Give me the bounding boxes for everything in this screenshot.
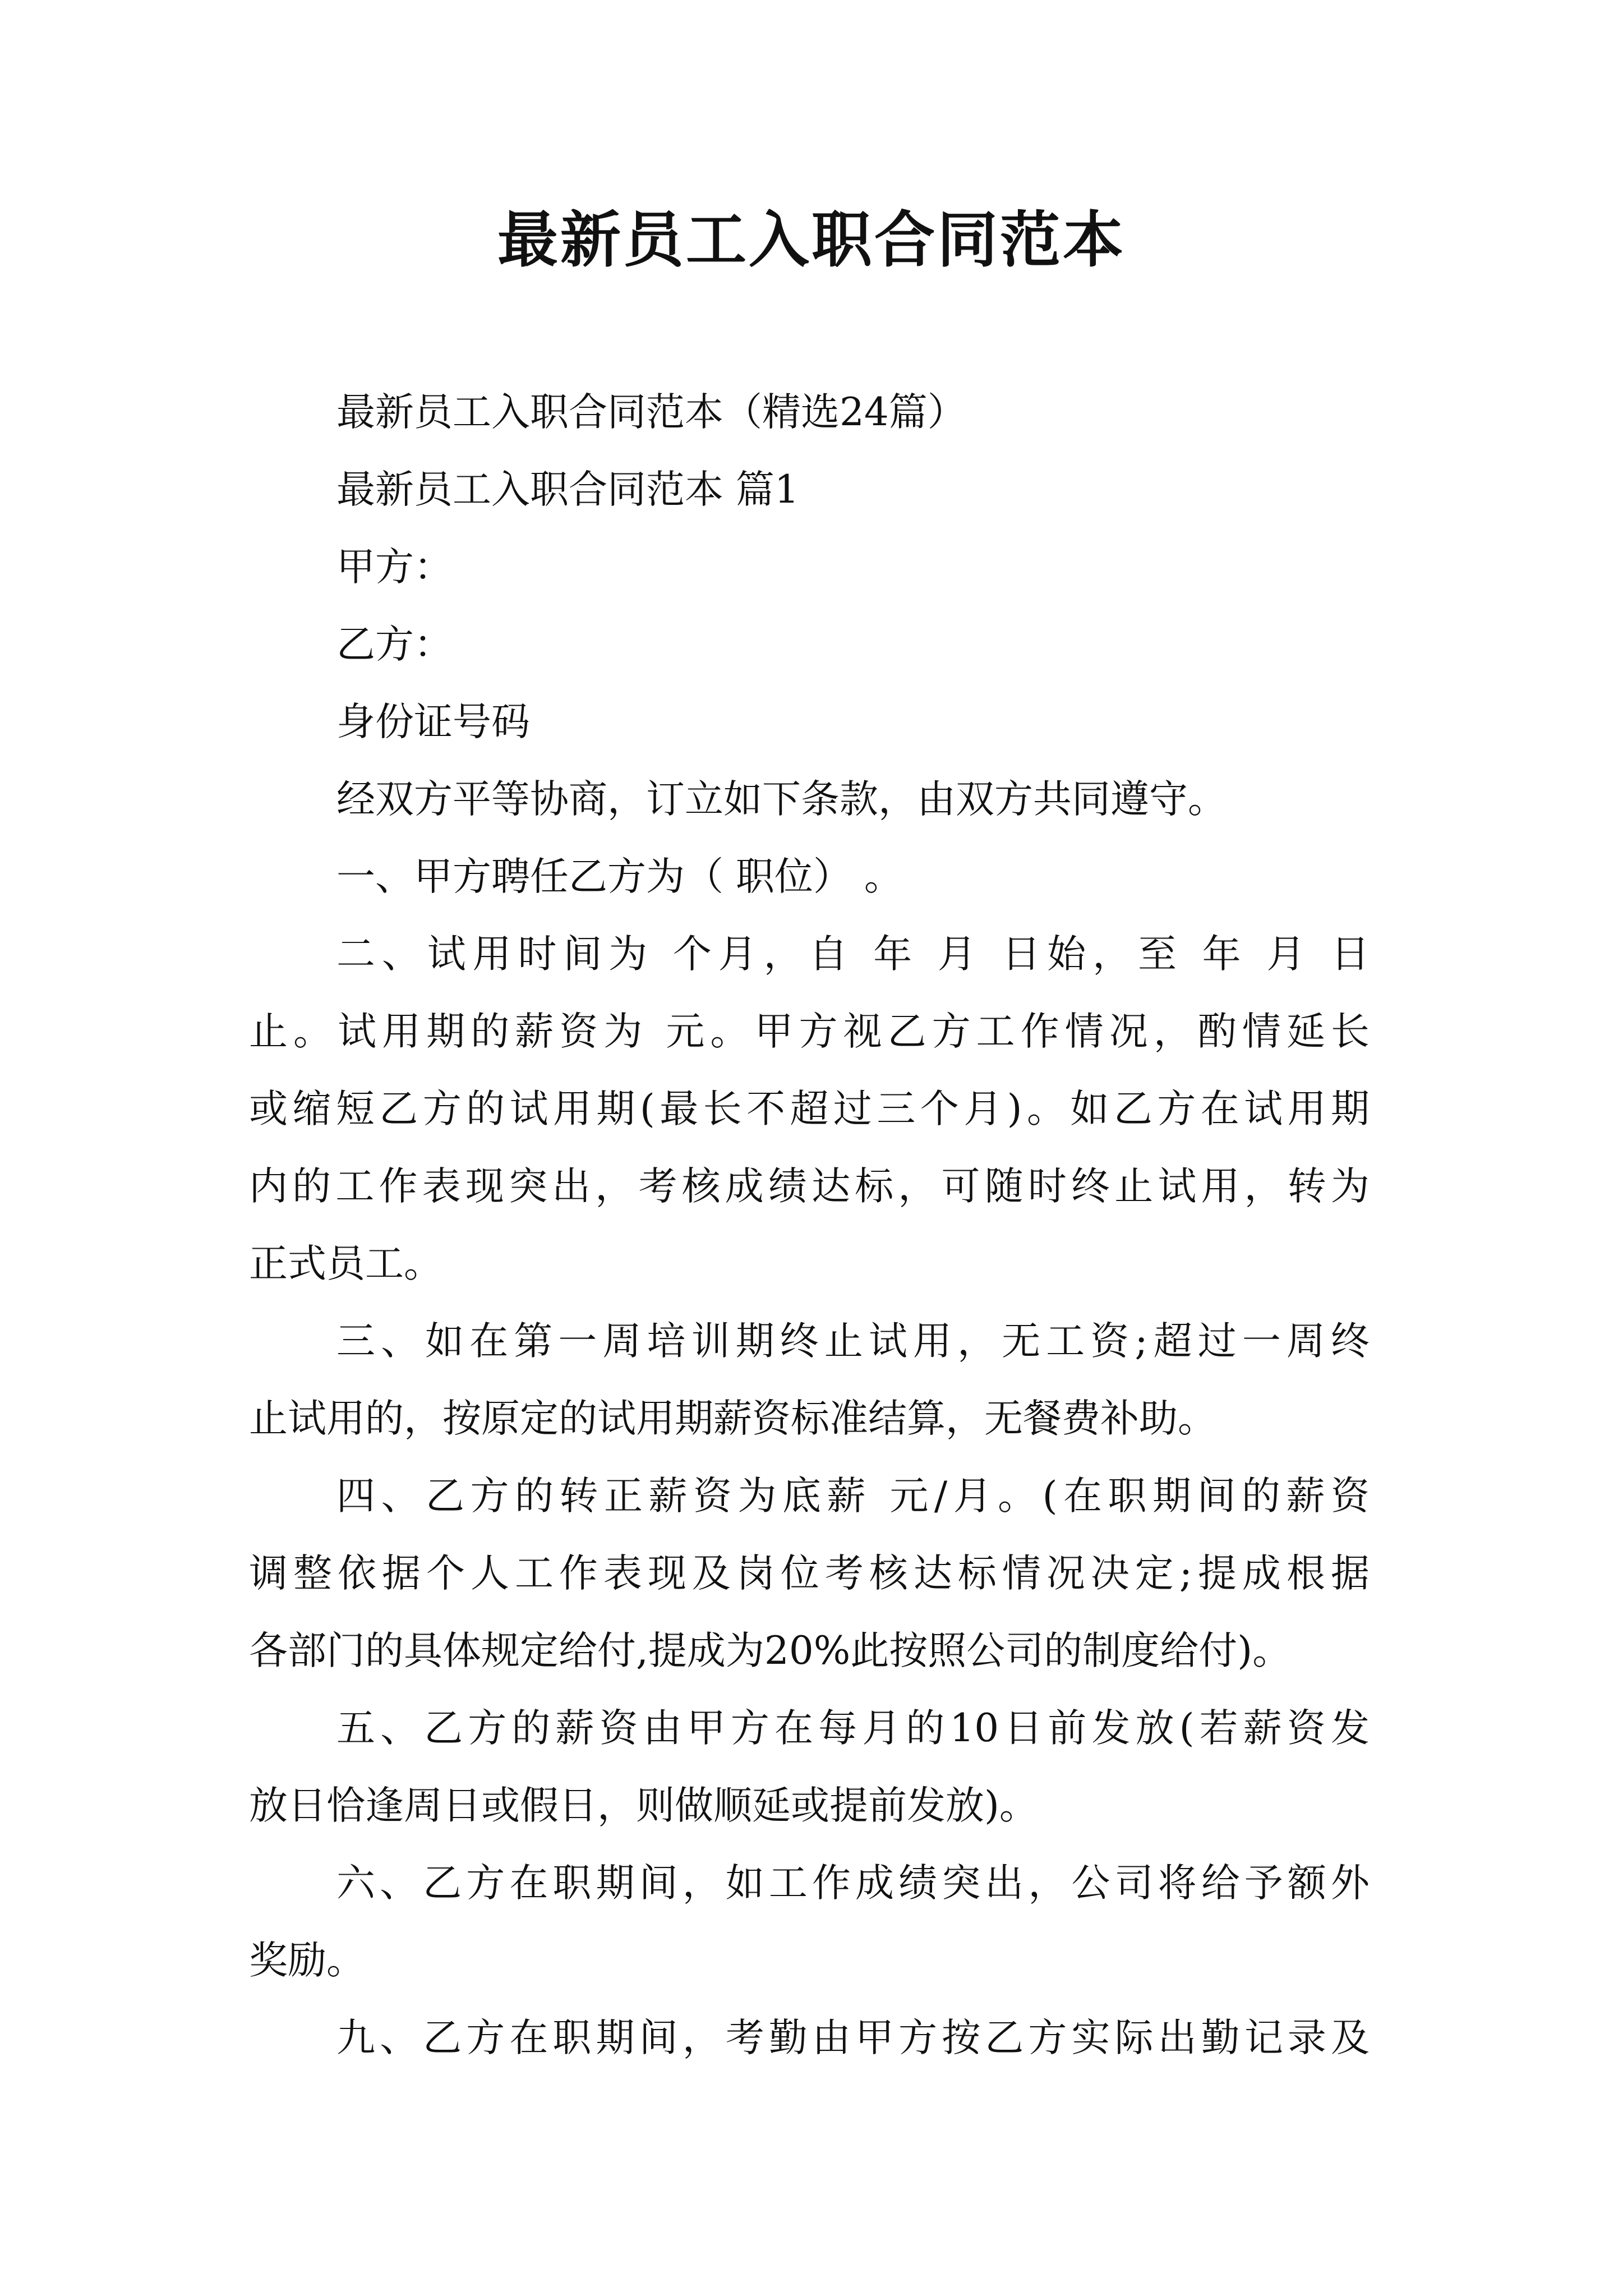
party-a-label: 甲方：: [336, 545, 453, 590]
clause-4-line: 各部门的具体规定给付,提成为20%此按照公司的制度给付)。: [249, 1628, 1292, 1673]
clause-2-line: 或缩短乙方的试用期(最长不超过三个月)。如乙方在试用期: [249, 1087, 1370, 1131]
preamble-line: 经双方平等协商，订立如下条款，由双方共同遵守。: [336, 777, 1227, 822]
section-heading: 最新员工入职合同范本 篇1: [336, 467, 799, 512]
clause-6-line: 奖励。: [249, 1938, 365, 1983]
clause-9-line: 九、乙方在职期间，考勤由甲方按乙方实际出勤记录及: [336, 2016, 1370, 2060]
clause-5-line: 放日恰逢周日或假日，则做顺延或提前发放)。: [249, 1783, 1038, 1828]
clause-1-line: 一、甲方聘任乙方为（ 职位） 。: [336, 854, 903, 899]
clause-2-line: 内的工作表现突出，考核成绩达标，可随时终止试用，转为: [249, 1164, 1370, 1209]
clause-5-line: 五、乙方的薪资由甲方在每月的10日前发放(若薪资发: [336, 1706, 1370, 1751]
party-b-label: 乙方：: [336, 622, 453, 667]
id-number-label: 身份证号码: [336, 700, 530, 744]
clause-3-line: 止试用的，按原定的试用期薪资标准结算，无餐费补助。: [249, 1396, 1216, 1441]
document-title: 最新员工入职合同范本: [497, 205, 1126, 275]
clause-6-line: 六、乙方在职期间，如工作成绩突出，公司将给予额外: [336, 1861, 1370, 1906]
clause-2-line: 正式员工。: [249, 1241, 442, 1286]
clause-2-line: 二、试用时间为 个月，自 年 月 日始，至 年 月 日: [336, 932, 1370, 977]
clause-2-line: 止。试用期的薪资为 元。甲方视乙方工作情况，酌情延长: [249, 1009, 1370, 1054]
clause-4-line: 调整依据个人工作表现及岗位考核达标情况决定;提成根据: [249, 1551, 1370, 1596]
subtitle-line: 最新员工入职合同范本（精选24篇）: [336, 390, 966, 435]
clause-3-line: 三、如在第一周培训期终止试用，无工资;超过一周终: [336, 1319, 1370, 1364]
clause-4-line: 四、乙方的转正薪资为底薪 元/月。(在职期间的薪资: [336, 1474, 1370, 1519]
